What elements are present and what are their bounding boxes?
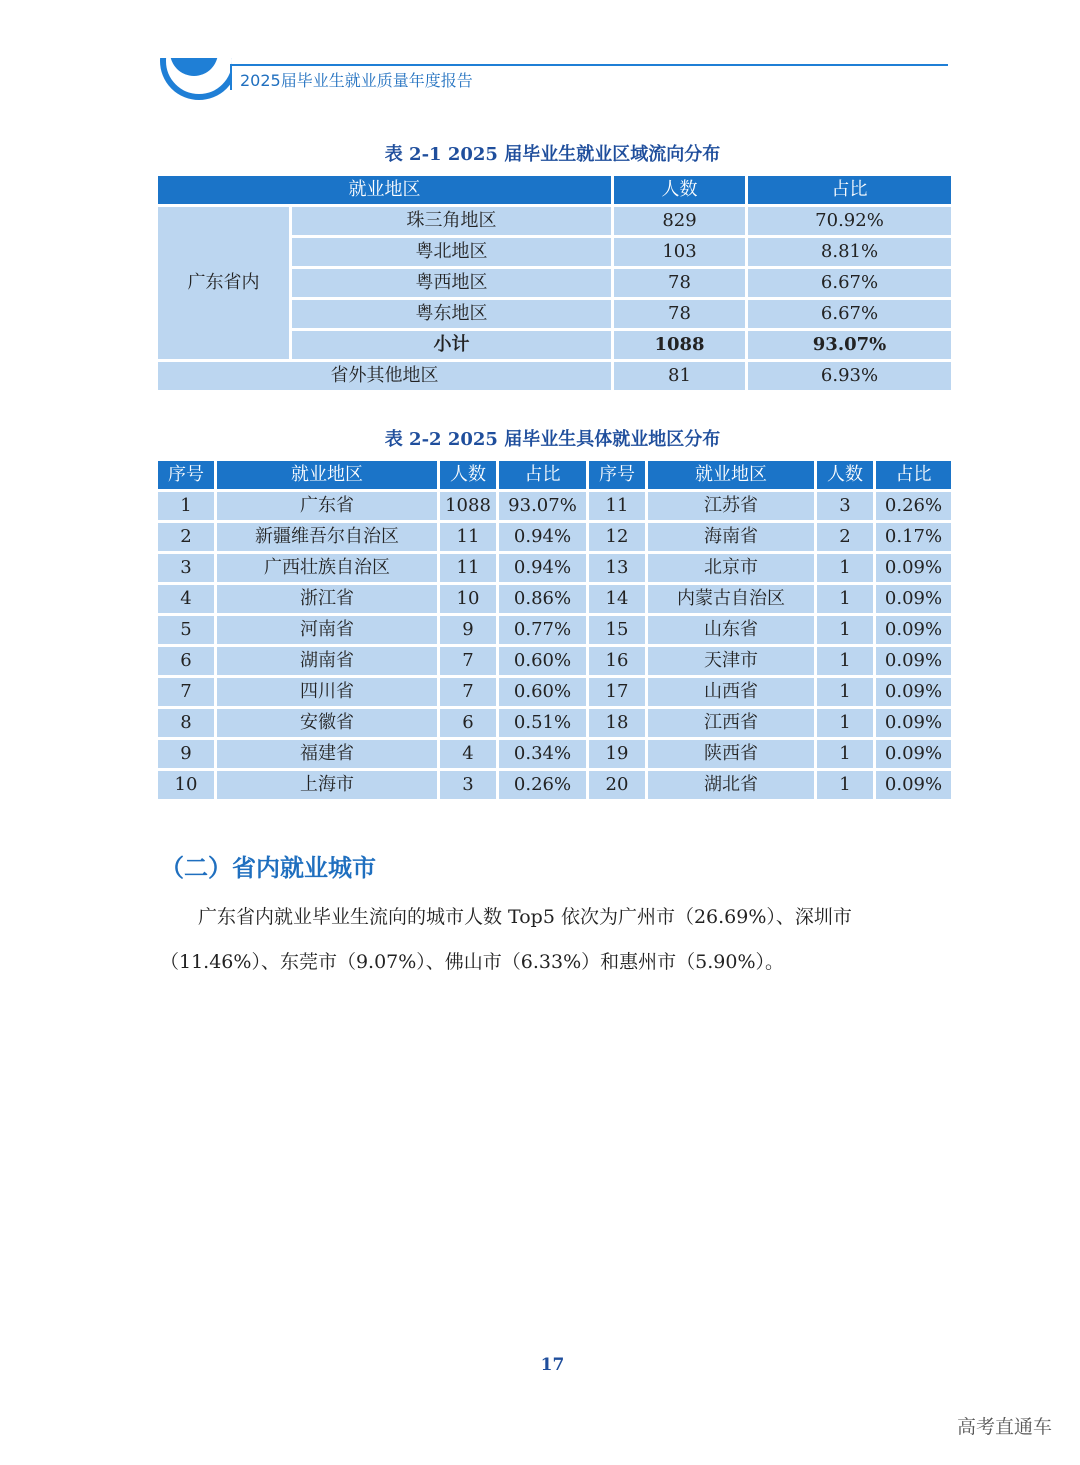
table-province-distribution xyxy=(155,458,954,802)
pct-cell: 0.51% xyxy=(498,708,588,739)
pct-cell: 0.09% xyxy=(875,739,953,770)
region-cell: 河南省 xyxy=(216,615,439,646)
region-cell: 珠三角地区 xyxy=(291,206,613,237)
index-cell: 6 xyxy=(157,646,216,677)
region-cell: 内蒙古自治区 xyxy=(647,584,816,615)
running-header-title: 2025届毕业生就业质量年度报告 xyxy=(240,71,473,90)
count-cell: 829 xyxy=(613,206,747,237)
pct-cell: 0.94% xyxy=(498,522,588,553)
col-header-index: 序号 xyxy=(588,460,647,491)
section-heading: （二）省内就业城市 xyxy=(160,854,376,882)
pct-cell: 6.67% xyxy=(747,299,953,330)
table1-caption: 表 2-1 2025 届毕业生就业区域流向分布 xyxy=(384,144,721,165)
region-cell: 天津市 xyxy=(647,646,816,677)
count-cell: 1 xyxy=(816,708,875,739)
count-cell: 10 xyxy=(439,584,498,615)
region-cell: 粤西地区 xyxy=(291,268,613,299)
region-cell: 安徽省 xyxy=(216,708,439,739)
other-region-count: 81 xyxy=(613,361,747,392)
col-header-pct: 占比 xyxy=(875,460,953,491)
index-cell: 5 xyxy=(157,615,216,646)
count-cell: 11 xyxy=(439,553,498,584)
count-cell: 1 xyxy=(816,584,875,615)
table-row xyxy=(157,739,953,770)
count-cell: 78 xyxy=(613,268,747,299)
col-header-pct: 占比 xyxy=(498,460,588,491)
count-cell: 3 xyxy=(439,770,498,801)
count-cell: 1 xyxy=(816,553,875,584)
index-cell: 13 xyxy=(588,553,647,584)
count-cell: 103 xyxy=(613,237,747,268)
count-cell: 7 xyxy=(439,677,498,708)
index-cell: 14 xyxy=(588,584,647,615)
pct-cell: 0.09% xyxy=(875,584,953,615)
index-cell: 8 xyxy=(157,708,216,739)
region-cell: 山东省 xyxy=(647,615,816,646)
index-cell: 2 xyxy=(157,522,216,553)
pct-cell: 0.09% xyxy=(875,677,953,708)
region-cell: 湖北省 xyxy=(647,770,816,801)
count-cell: 2 xyxy=(816,522,875,553)
table-header-row xyxy=(157,175,953,206)
pct-cell: 0.34% xyxy=(498,739,588,770)
region-cell: 广西壮族自治区 xyxy=(216,553,439,584)
col-header-region: 就业地区 xyxy=(216,460,439,491)
col-header-pct: 占比 xyxy=(747,175,953,206)
col-header-count: 人数 xyxy=(613,175,747,206)
other-region-row xyxy=(157,361,953,392)
header-divider xyxy=(230,64,232,90)
table-header-row xyxy=(157,460,953,491)
pct-cell: 0.09% xyxy=(875,770,953,801)
index-cell: 10 xyxy=(157,770,216,801)
subtotal-pct: 93.07% xyxy=(747,330,953,361)
pct-cell: 0.26% xyxy=(875,491,953,522)
pct-cell: 0.09% xyxy=(875,646,953,677)
index-cell: 12 xyxy=(588,522,647,553)
pct-cell: 0.60% xyxy=(498,646,588,677)
col-header-index: 序号 xyxy=(157,460,216,491)
count-cell: 9 xyxy=(439,615,498,646)
pct-cell: 6.67% xyxy=(747,268,953,299)
index-cell: 4 xyxy=(157,584,216,615)
index-cell: 20 xyxy=(588,770,647,801)
index-cell: 17 xyxy=(588,677,647,708)
count-cell: 78 xyxy=(613,299,747,330)
table-row xyxy=(157,770,953,801)
index-cell: 7 xyxy=(157,677,216,708)
table-row xyxy=(157,646,953,677)
pct-cell: 0.77% xyxy=(498,615,588,646)
region-cell: 四川省 xyxy=(216,677,439,708)
region-cell: 广东省 xyxy=(216,491,439,522)
index-cell: 3 xyxy=(157,553,216,584)
pct-cell: 70.92% xyxy=(747,206,953,237)
watermark-text: 高考直通车 xyxy=(956,1416,1052,1438)
table2-caption: 表 2-2 2025 届毕业生具体就业地区分布 xyxy=(384,429,721,450)
region-cell: 江西省 xyxy=(647,708,816,739)
table-row xyxy=(157,522,953,553)
pct-cell: 8.81% xyxy=(747,237,953,268)
region-cell: 江苏省 xyxy=(647,491,816,522)
index-cell: 15 xyxy=(588,615,647,646)
table-region-distribution xyxy=(155,173,954,393)
table-row xyxy=(157,491,953,522)
col-header-region: 就业地区 xyxy=(647,460,816,491)
pct-cell: 0.09% xyxy=(875,615,953,646)
count-cell: 1 xyxy=(816,770,875,801)
table-row xyxy=(157,708,953,739)
index-cell: 18 xyxy=(588,708,647,739)
subtotal-count: 1088 xyxy=(613,330,747,361)
col-header-count: 人数 xyxy=(816,460,875,491)
count-cell: 1 xyxy=(816,646,875,677)
other-region-label: 省外其他地区 xyxy=(157,361,613,392)
region-cell: 粤东地区 xyxy=(291,299,613,330)
count-cell: 6 xyxy=(439,708,498,739)
count-cell: 7 xyxy=(439,646,498,677)
other-region-pct: 6.93% xyxy=(747,361,953,392)
paragraph-line-1: 广东省内就业毕业生流向的城市人数 Top5 依次为广州市（26.69%）、深圳市 xyxy=(160,906,852,928)
region-cell: 陕西省 xyxy=(647,739,816,770)
index-cell: 1 xyxy=(157,491,216,522)
pct-cell: 0.94% xyxy=(498,553,588,584)
region-cell: 粤北地区 xyxy=(291,237,613,268)
region-cell: 浙江省 xyxy=(216,584,439,615)
pct-cell: 0.09% xyxy=(875,708,953,739)
paragraph-line-2: （11.46%）、东莞市（9.07%）、佛山市（6.33%）和惠州市（5.90%）。 xyxy=(160,951,785,973)
index-cell: 19 xyxy=(588,739,647,770)
index-cell: 16 xyxy=(588,646,647,677)
group-label-guangdong: 广东省内 xyxy=(157,206,291,361)
header-rule xyxy=(230,64,948,66)
page-number: 17 xyxy=(540,1355,565,1375)
subtotal-label: 小计 xyxy=(291,330,613,361)
count-cell: 4 xyxy=(439,739,498,770)
pct-cell: 0.09% xyxy=(875,553,953,584)
region-cell: 湖南省 xyxy=(216,646,439,677)
count-cell: 1088 xyxy=(439,491,498,522)
region-cell: 福建省 xyxy=(216,739,439,770)
table-row xyxy=(157,584,953,615)
region-cell: 上海市 xyxy=(216,770,439,801)
pct-cell: 0.60% xyxy=(498,677,588,708)
col-header-count: 人数 xyxy=(439,460,498,491)
count-cell: 1 xyxy=(816,677,875,708)
table-row xyxy=(157,677,953,708)
count-cell: 1 xyxy=(816,739,875,770)
table-row xyxy=(157,553,953,584)
count-cell: 11 xyxy=(439,522,498,553)
region-cell: 海南省 xyxy=(647,522,816,553)
report-logo-icon xyxy=(158,58,232,100)
table-row xyxy=(157,615,953,646)
pct-cell: 0.86% xyxy=(498,584,588,615)
pct-cell: 0.26% xyxy=(498,770,588,801)
region-cell: 新疆维吾尔自治区 xyxy=(216,522,439,553)
count-cell: 3 xyxy=(816,491,875,522)
col-header-region: 就业地区 xyxy=(157,175,613,206)
region-cell: 山西省 xyxy=(647,677,816,708)
index-cell: 11 xyxy=(588,491,647,522)
pct-cell: 93.07% xyxy=(498,491,588,522)
count-cell: 1 xyxy=(816,615,875,646)
index-cell: 9 xyxy=(157,739,216,770)
table-row xyxy=(157,206,953,237)
region-cell: 北京市 xyxy=(647,553,816,584)
pct-cell: 0.17% xyxy=(875,522,953,553)
